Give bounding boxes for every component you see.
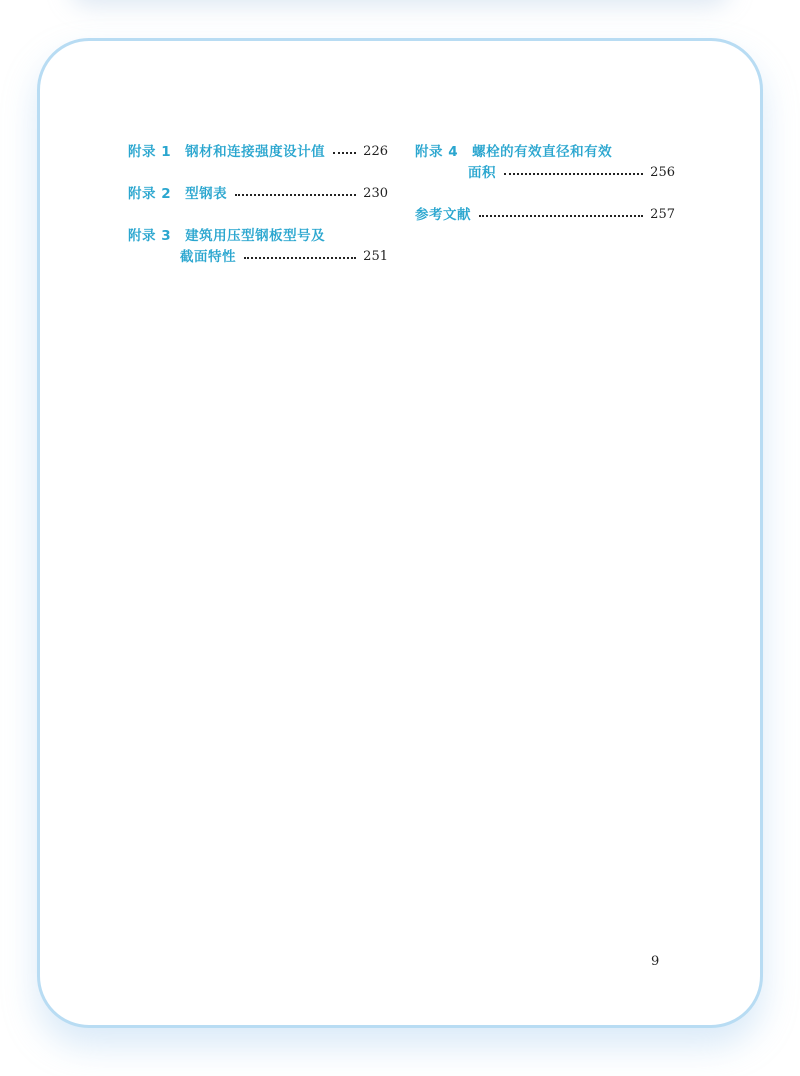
toc-title: 参考文献	[415, 207, 471, 223]
toc-page: 230	[363, 186, 388, 201]
toc-entry-appendix-4-cont[interactable]	[468, 163, 675, 183]
toc-page: 256	[650, 165, 675, 180]
dot-leader	[504, 173, 643, 175]
dot-leader	[479, 215, 643, 217]
toc-entry-appendix-3-cont[interactable]	[180, 247, 388, 267]
toc-entry-appendix-2[interactable]	[128, 184, 388, 204]
dot-leader	[235, 194, 356, 196]
toc-title: 建筑用压型钢板型号及	[185, 228, 326, 244]
toc-title: 面积	[468, 165, 496, 181]
toc-label: 附录 3	[128, 228, 172, 244]
page-number: 9	[651, 954, 660, 969]
toc-title: 截面特性	[180, 249, 236, 265]
toc-page: 257	[650, 207, 675, 222]
toc-label: 附录 2	[128, 186, 172, 202]
toc-label: 附录 4	[415, 144, 459, 160]
toc-title: 螺栓的有效直径和有效	[472, 144, 613, 160]
toc-entry-appendix-3[interactable]	[128, 226, 388, 246]
toc-entry-appendix-1[interactable]	[128, 142, 388, 162]
toc-title: 钢材和连接强度设计值	[185, 144, 326, 160]
toc-entry-references[interactable]	[415, 205, 675, 225]
toc-entry-appendix-4[interactable]	[415, 142, 675, 162]
dot-leader	[244, 257, 356, 259]
toc-title: 型钢表	[185, 186, 228, 202]
dot-leader	[333, 152, 356, 154]
toc-label: 附录 1	[128, 144, 172, 160]
toc-page: 226	[363, 144, 388, 159]
toc-page: 251	[363, 249, 388, 264]
